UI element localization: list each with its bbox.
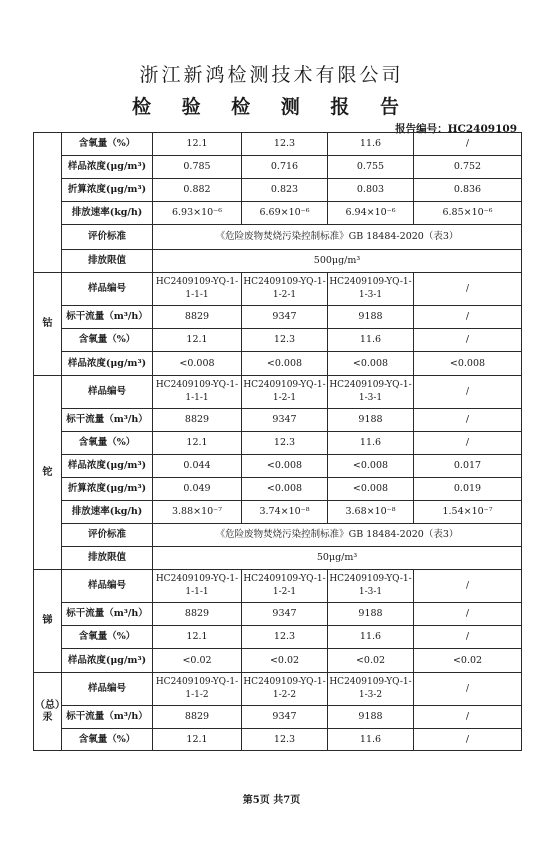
parameter-label: 样品编号: [62, 273, 153, 306]
value-cell: 0.049: [153, 478, 242, 501]
value-cell: HC2409109-YQ-1-1-2-1: [242, 273, 328, 306]
value-cell: 0.044: [153, 455, 242, 478]
table-row: [34, 649, 522, 673]
value-cell: HC2409109-YQ-1-1-3-2: [328, 673, 414, 706]
parameter-label: 评价标准: [62, 225, 153, 250]
merged-value-cell: 50μg/m³: [153, 547, 522, 570]
parameter-label: 含氧量（%）: [62, 133, 153, 156]
value-cell: <0.008: [328, 352, 414, 376]
value-cell: /: [414, 306, 522, 329]
value-cell: 0.823: [242, 179, 328, 202]
value-cell: 12.1: [153, 626, 242, 649]
parameter-label: 折算浓度(μg/m³): [62, 478, 153, 501]
table-row: [34, 729, 522, 751]
value-cell: 11.6: [328, 626, 414, 649]
parameter-label: 含氧量（%）: [62, 729, 153, 751]
value-cell: <0.02: [328, 649, 414, 673]
value-cell: 9188: [328, 306, 414, 329]
value-cell: /: [414, 626, 522, 649]
analyte-group-label: 铊: [34, 376, 62, 570]
results-table: [33, 132, 522, 751]
table-row: [34, 432, 522, 455]
parameter-label: 样品编号: [62, 570, 153, 603]
value-cell: 12.1: [153, 729, 242, 751]
value-cell: 12.1: [153, 329, 242, 352]
value-cell: /: [414, 706, 522, 729]
value-cell: <0.02: [153, 649, 242, 673]
table-row: [34, 478, 522, 501]
value-cell: /: [414, 329, 522, 352]
value-cell: 12.3: [242, 432, 328, 455]
parameter-label: 标干流量（m³/h）: [62, 306, 153, 329]
value-cell: HC2409109-YQ-1-1-3-1: [328, 570, 414, 603]
value-cell: HC2409109-YQ-1-1-3-1: [328, 273, 414, 306]
value-cell: 6.85×10⁻⁶: [414, 202, 522, 225]
parameter-label: 排放限值: [62, 547, 153, 570]
value-cell: 8829: [153, 706, 242, 729]
page-footer: 第5页 共7页: [242, 795, 301, 806]
analyte-group-label: 钴: [34, 273, 62, 376]
parameter-label: 排放速率(kg/h): [62, 202, 153, 225]
value-cell: 9347: [242, 603, 328, 626]
table-row: [34, 673, 522, 706]
company-name: 浙江新鸿检测技术有限公司: [139, 64, 404, 86]
value-cell: /: [414, 133, 522, 156]
value-cell: 0.803: [328, 179, 414, 202]
table-row: [34, 133, 522, 156]
value-cell: /: [414, 603, 522, 626]
value-cell: HC2409109-YQ-1-1-1-2: [153, 673, 242, 706]
value-cell: 9347: [242, 706, 328, 729]
value-cell: 9188: [328, 409, 414, 432]
value-cell: <0.02: [414, 649, 522, 673]
value-cell: 0.755: [328, 156, 414, 179]
table-row: [34, 626, 522, 649]
parameter-label: 样品编号: [62, 673, 153, 706]
value-cell: 6.93×10⁻⁶: [153, 202, 242, 225]
merged-value-cell: 《危险废物焚烧污染控制标准》GB 18484-2020（表3）: [153, 225, 522, 250]
value-cell: <0.008: [242, 478, 328, 501]
report-number: 报告编号：HC2409109: [395, 123, 517, 135]
value-cell: HC2409109-YQ-1-1-1-1: [153, 376, 242, 409]
analyte-group-label: 锑: [34, 570, 62, 673]
value-cell: 0.785: [153, 156, 242, 179]
value-cell: 12.3: [242, 729, 328, 751]
value-cell: 0.836: [414, 179, 522, 202]
value-cell: 11.6: [328, 729, 414, 751]
merged-value-cell: 《危险废物焚烧污染控制标准》GB 18484-2020（表3）: [153, 524, 522, 547]
value-cell: 8829: [153, 409, 242, 432]
parameter-label: 排放速率(kg/h): [62, 501, 153, 524]
value-cell: <0.008: [242, 352, 328, 376]
parameter-label: 排放限值: [62, 250, 153, 273]
table-row: [34, 547, 522, 570]
report-title: 检 验 检 测 报 告: [131, 96, 412, 118]
value-cell: 9347: [242, 306, 328, 329]
value-cell: 8829: [153, 306, 242, 329]
parameter-label: 评价标准: [62, 524, 153, 547]
table-row: [34, 179, 522, 202]
value-cell: 3.68×10⁻⁸: [328, 501, 414, 524]
table-row: [34, 570, 522, 603]
table-row: [34, 376, 522, 409]
value-cell: 6.69×10⁻⁶: [242, 202, 328, 225]
table-row: [34, 524, 522, 547]
value-cell: 11.6: [328, 432, 414, 455]
value-cell: <0.008: [328, 455, 414, 478]
parameter-label: 折算浓度(μg/m³): [62, 179, 153, 202]
value-cell: 0.019: [414, 478, 522, 501]
value-cell: 1.54×10⁻⁷: [414, 501, 522, 524]
value-cell: 11.6: [328, 329, 414, 352]
value-cell: 0.752: [414, 156, 522, 179]
parameter-label: 样品浓度(μg/m³): [62, 156, 153, 179]
table-row: [34, 225, 522, 250]
value-cell: /: [414, 273, 522, 306]
value-cell: <0.008: [414, 352, 522, 376]
value-cell: 0.017: [414, 455, 522, 478]
parameter-label: 标干流量（m³/h）: [62, 603, 153, 626]
parameter-label: 样品浓度(μg/m³): [62, 649, 153, 673]
table-row: [34, 329, 522, 352]
table-row: [34, 306, 522, 329]
value-cell: /: [414, 673, 522, 706]
parameter-label: 样品浓度(μg/m³): [62, 455, 153, 478]
value-cell: 9188: [328, 603, 414, 626]
value-cell: 3.88×10⁻⁷: [153, 501, 242, 524]
value-cell: 0.882: [153, 179, 242, 202]
value-cell: 12.3: [242, 329, 328, 352]
merged-value-cell: 500μg/m³: [153, 250, 522, 273]
value-cell: <0.02: [242, 649, 328, 673]
value-cell: /: [414, 570, 522, 603]
value-cell: <0.008: [242, 455, 328, 478]
table-row: [34, 706, 522, 729]
value-cell: 11.6: [328, 133, 414, 156]
parameter-label: 含氧量（%）: [62, 329, 153, 352]
analyte-group-label: [34, 133, 62, 273]
value-cell: 12.3: [242, 626, 328, 649]
value-cell: <0.008: [328, 478, 414, 501]
value-cell: /: [414, 432, 522, 455]
table-row: [34, 501, 522, 524]
parameter-label: 含氧量（%）: [62, 432, 153, 455]
value-cell: HC2409109-YQ-1-1-2-1: [242, 376, 328, 409]
table-row: [34, 455, 522, 478]
value-cell: 8829: [153, 603, 242, 626]
table-row: [34, 156, 522, 179]
value-cell: 12.3: [242, 133, 328, 156]
table-row: [34, 273, 522, 306]
table-row: [34, 202, 522, 225]
value-cell: /: [414, 409, 522, 432]
parameter-label: 样品浓度(μg/m³): [62, 352, 153, 376]
table-row: [34, 409, 522, 432]
table-row: [34, 250, 522, 273]
value-cell: 0.716: [242, 156, 328, 179]
value-cell: HC2409109-YQ-1-1-1-1: [153, 273, 242, 306]
value-cell: 12.1: [153, 432, 242, 455]
table-row: [34, 603, 522, 626]
value-cell: 6.94×10⁻⁶: [328, 202, 414, 225]
value-cell: /: [414, 729, 522, 751]
value-cell: 3.74×10⁻⁸: [242, 501, 328, 524]
parameter-label: 样品编号: [62, 376, 153, 409]
value-cell: HC2409109-YQ-1-1-2-1: [242, 570, 328, 603]
table-row: [34, 352, 522, 376]
value-cell: HC2409109-YQ-1-1-2-2: [242, 673, 328, 706]
value-cell: 9188: [328, 706, 414, 729]
analyte-group-label: （总）汞: [34, 673, 62, 751]
parameter-label: 标干流量（m³/h）: [62, 706, 153, 729]
value-cell: 12.1: [153, 133, 242, 156]
parameter-label: 含氧量（%）: [62, 626, 153, 649]
value-cell: 9347: [242, 409, 328, 432]
value-cell: <0.008: [153, 352, 242, 376]
value-cell: HC2409109-YQ-1-1-3-1: [328, 376, 414, 409]
value-cell: /: [414, 376, 522, 409]
parameter-label: 标干流量（m³/h）: [62, 409, 153, 432]
value-cell: HC2409109-YQ-1-1-1-1: [153, 570, 242, 603]
